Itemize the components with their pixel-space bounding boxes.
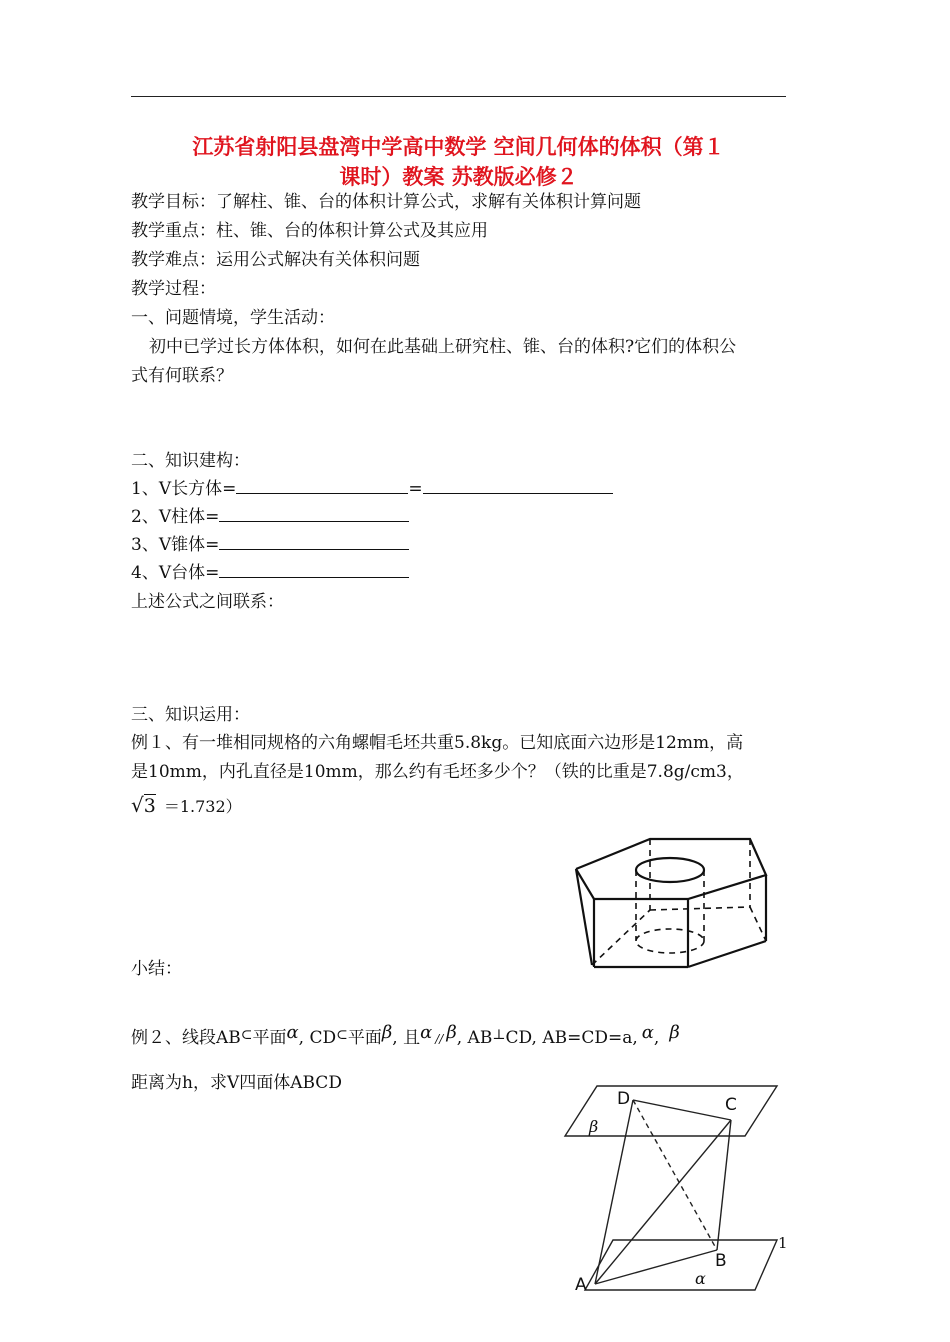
header-rule [131,96,786,97]
blank-3 [219,535,409,550]
hidden-bottom-back [650,907,750,910]
hole-bottom-ellipse [636,929,704,953]
sqrt-radicand: 3 [143,795,156,817]
teaching-focus: 教学重点：柱、锥、台的体积计算公式及其应用 [131,221,488,241]
hole-top-ellipse [636,858,704,882]
hidden-bottom-right [750,907,766,941]
label-beta: β [589,1117,599,1136]
beta-symbol-2: β [446,1022,457,1043]
example1-line2: 是10mm，内孔直径是10mm，那么约有毛坯多少个？（铁的比重是7.8g/cm3， [131,762,744,782]
subset-symbol-1: ⊂ [240,1027,253,1043]
section1-heading: 一、问题情境，学生活动： [131,308,335,328]
ex2-text-c: , CD [298,1028,337,1048]
label-b: B [715,1251,727,1271]
ex2-text-f: , AB [456,1028,493,1048]
plane-alpha [585,1240,777,1290]
perp-symbol: ⊥ [492,1027,506,1043]
label-d: D [617,1089,631,1109]
example1-line3 [131,794,242,818]
example2-line1 [131,1022,680,1050]
blank-4 [219,563,409,578]
formula-item-2 [131,506,409,528]
edge-da [595,1100,633,1284]
formula-item-3 [131,534,409,556]
formula-label-3: 3、V锥体= [131,535,220,555]
section3-heading: 三、知识运用： [131,705,250,725]
formula-label-2: 2、V柱体= [131,507,220,527]
formula-relation: 上述公式之间联系： [131,592,284,612]
edge-dc [633,1100,731,1120]
ex2-text-g: CD, AB=CD=a, [505,1028,638,1048]
parallel-symbol: // [435,1032,444,1046]
formula-label-1: 1、V长方体= [131,479,237,499]
teaching-goal: 教学目标：了解柱、锥、台的体积计算公式，求解有关体积计算问题 [131,192,641,212]
teaching-difficulty: 教学难点：运用公式解决有关体积问题 [131,250,420,270]
hidden-bottom-left [592,910,650,965]
nut-bottom-right [688,941,766,967]
blank-2 [219,507,409,522]
alpha-symbol-3: α [641,1022,654,1043]
edge-ca [595,1120,731,1284]
label-c: C [725,1095,737,1115]
label-a: A [575,1275,587,1295]
subset-symbol-2: ⊂ [336,1027,348,1043]
label-alpha: α [695,1269,706,1288]
hex-nut-figure [570,835,775,975]
section1-para-line2: 式有何联系？ [131,366,233,386]
nut-top-face [576,839,766,899]
edge-cb [717,1120,731,1250]
teaching-process: 教学过程： [131,279,216,299]
blank-1a [236,479,408,494]
ex2-text-b: 平面 [252,1028,287,1048]
example2-line2: 距离为h，求V四面体ABCD [131,1073,342,1093]
section2-heading: 二、知识建构： [131,451,250,471]
formula-item-4 [131,562,409,584]
document-title [131,132,786,192]
tetrahedron-figure [555,1078,780,1300]
section1-para-line1: 初中已学过长方体体积，如何在此基础上研究柱、锥、台的体积?它们的体积公 [149,337,737,357]
page-number: 1 [778,1234,788,1252]
sqrt-sign: √ [131,793,144,817]
beta-symbol-3: β [669,1022,680,1043]
formula-label-4: 4、V台体= [131,563,220,583]
formula-item-1 [131,478,613,500]
beta-symbol-1: β [381,1022,393,1043]
title-line-1: 江苏省射阳县盘湾中学高中数学 空间几何体的体积（第１ [192,134,725,159]
summary-label: 小结： [131,959,182,979]
ex2-text-a: 例２、线段AB [131,1028,241,1048]
edge-db-hidden [633,1100,717,1250]
example1-line1: 例１、有一堆相同规格的六角螺帽毛坯共重5.8kg。已知底面六边形是12mm，高 [131,733,744,753]
blank-1b [423,479,613,494]
sqrt-expression [131,794,156,817]
sqrt-value: ＝1.732） [163,797,242,816]
ex2-text-d: 平面 [347,1028,382,1048]
ex2-text-h: , [653,1028,660,1048]
formula-tail-1: = [408,479,423,499]
alpha-symbol-1: α [286,1022,299,1043]
ex2-text-e: , 且 [392,1028,421,1048]
title-line-2: 课时）教案 苏教版必修２ [339,164,578,189]
alpha-symbol-2: α [420,1022,433,1043]
